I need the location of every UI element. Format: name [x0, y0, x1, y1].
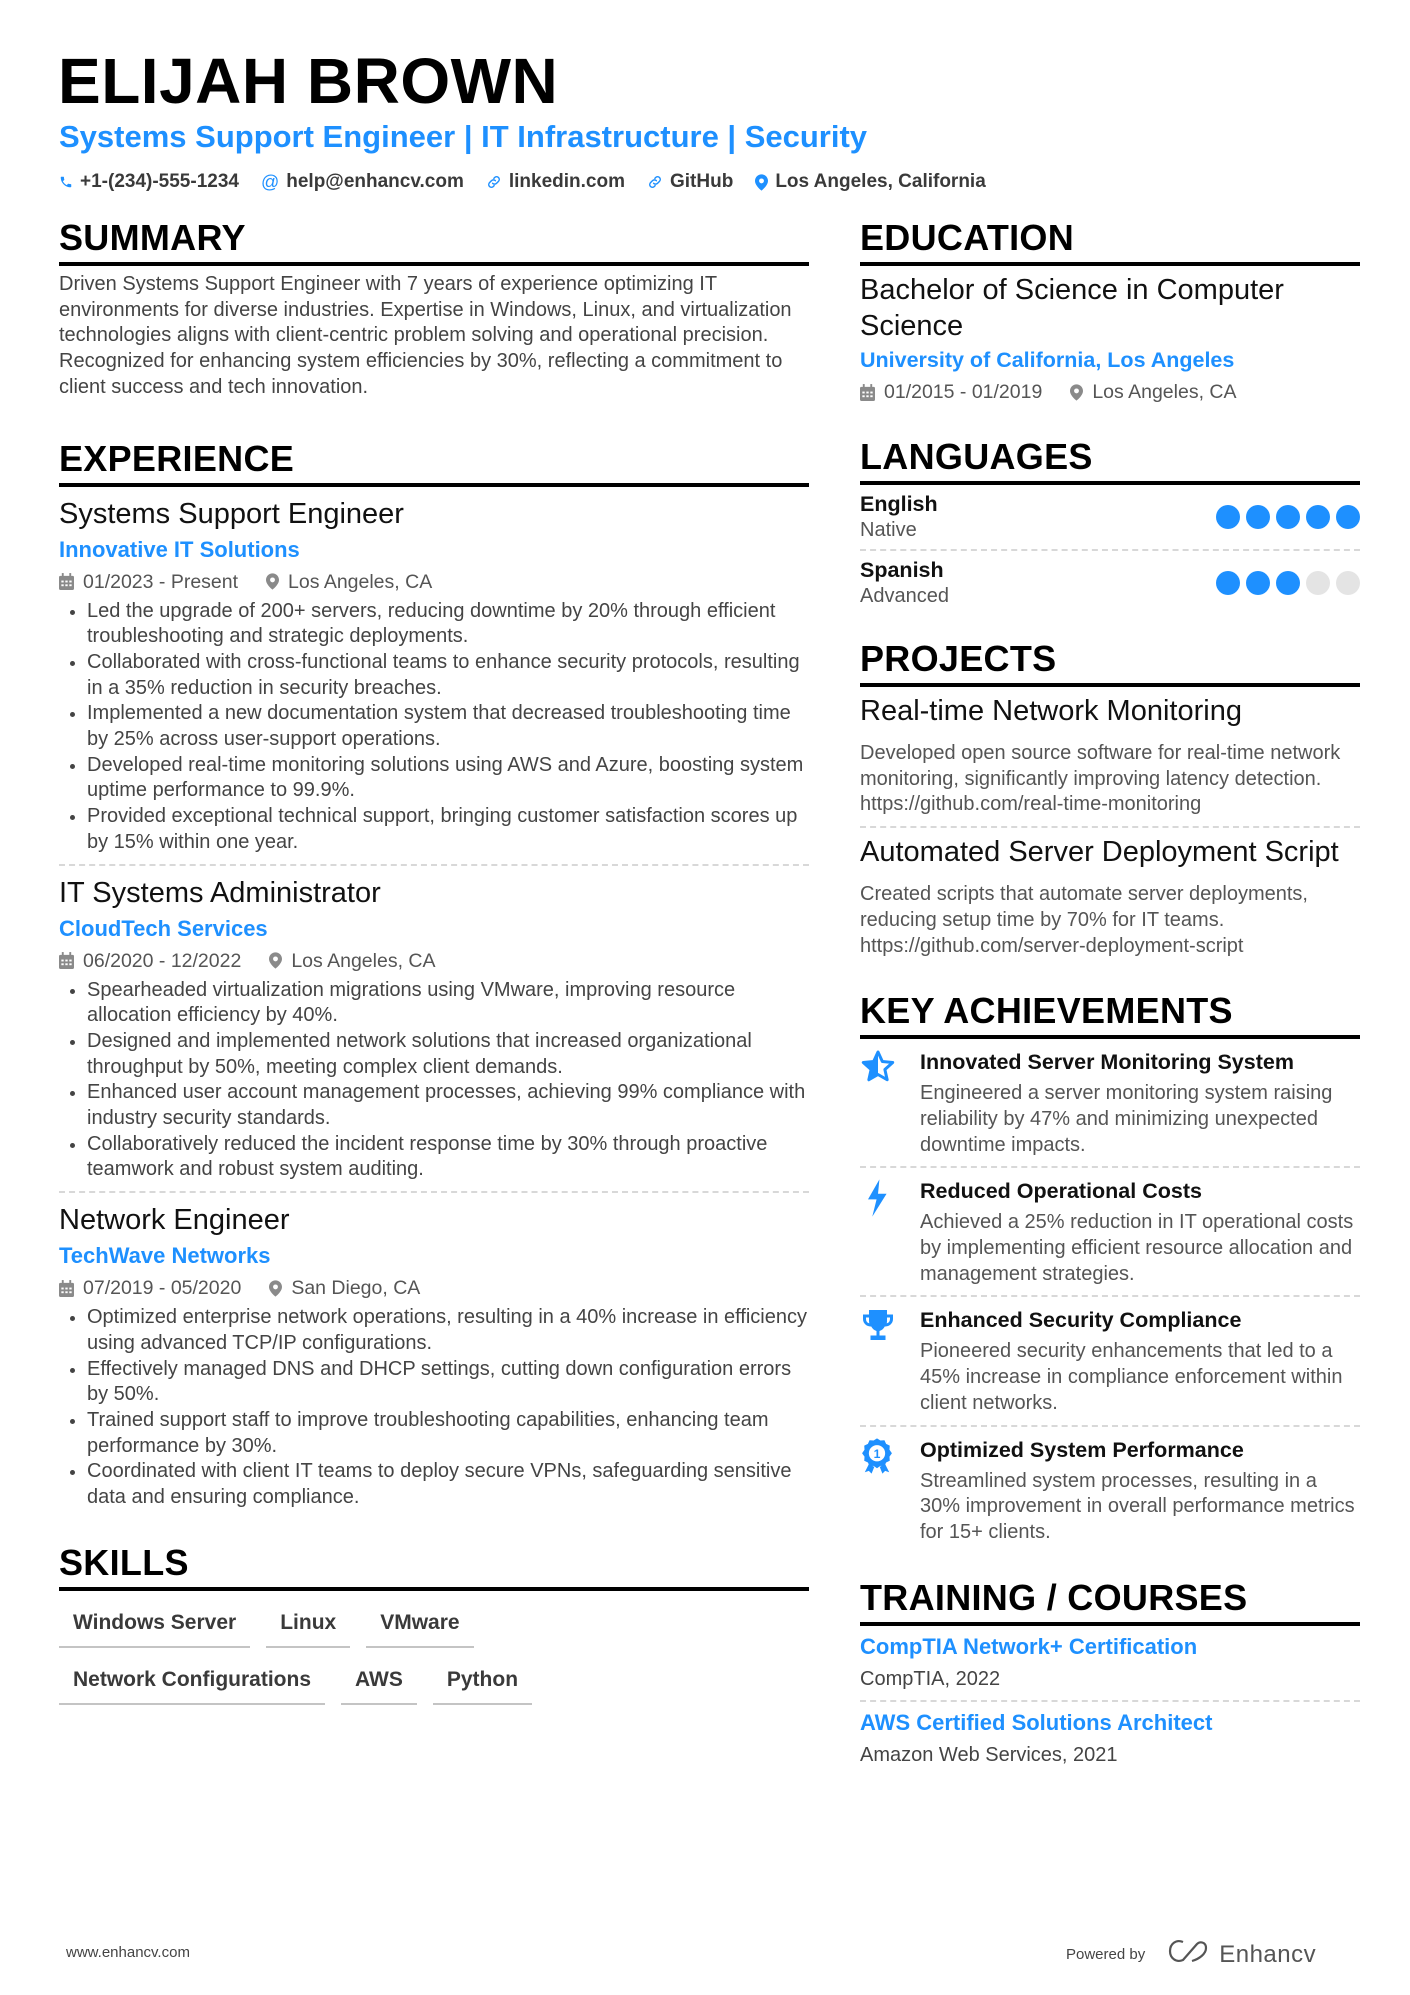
enhancv-logo-text: Enhancv [1219, 1940, 1317, 1968]
contact-linkedin[interactable] [486, 169, 625, 195]
contact-location [755, 169, 985, 195]
job-title: IT Systems Administrator [59, 876, 381, 909]
section-title-skills: SKILLS [59, 1541, 809, 1591]
rating-dot-filled [1276, 505, 1300, 529]
education-meta [860, 377, 1360, 407]
job-location [269, 1273, 420, 1303]
rating-dot-empty [1336, 571, 1360, 595]
candidate-name: ELIJAH BROWN [58, 45, 559, 117]
project-item [860, 687, 1360, 828]
contact-linkedin-text: linkedin.com [508, 171, 625, 192]
education-dates-text: 01/2015 - 01/2019 [884, 381, 1043, 403]
summary-section [59, 216, 809, 401]
education-section [860, 216, 1360, 407]
star-icon [860, 1047, 920, 1158]
location-pin-icon [269, 952, 282, 969]
rating-dot-filled [1216, 505, 1240, 529]
language-item [860, 551, 1360, 615]
language-rating [1216, 571, 1360, 595]
lightning-bolt-icon [860, 1176, 920, 1287]
job-company: TechWave Networks [59, 1243, 271, 1269]
skill-tag: AWS [341, 1662, 417, 1705]
footer-branding [1066, 1938, 1316, 1971]
bullet-item: Collaborated with cross-functional teams to enhance security protocols, resulting in a 35% reduction in security breaches. [59, 650, 809, 701]
course-title: AWS Certified Solutions Architect [860, 1709, 1213, 1735]
course-item [860, 1626, 1360, 1702]
job-meta [59, 946, 809, 976]
achievement-description: Achieved a 25% reduction in IT operational costs by implementing efficient resource allocation and management strategies. [920, 1211, 1354, 1285]
trophy-icon [860, 1305, 920, 1416]
achievement-description: Pioneered security enhancements that led to a 45% increase in compliance enforcement within client networks. [920, 1340, 1343, 1414]
award-ribbon-icon [860, 1435, 920, 1546]
achievement-title: Optimized System Performance [920, 1437, 1244, 1462]
experience-section [59, 437, 809, 1519]
footer-website[interactable]: www.enhancv.com [66, 1944, 190, 1961]
contact-email[interactable] [261, 169, 464, 195]
achievement-item [860, 1168, 1360, 1297]
calendar-icon [860, 384, 875, 401]
achievements-section [860, 989, 1360, 1553]
bullet-item: Provided exceptional technical support, bringing customer satisfaction scores up by 15% within one year. [59, 804, 809, 855]
location-pin-icon [269, 1280, 282, 1297]
right-column [860, 216, 1360, 1798]
job-dates [59, 567, 238, 597]
contact-github[interactable] [647, 169, 733, 195]
rating-dot-empty [1306, 571, 1330, 595]
link-icon [647, 174, 663, 190]
calendar-icon [59, 573, 74, 590]
course-item [860, 1702, 1360, 1776]
course-title: CompTIA Network+ Certification [860, 1633, 1198, 1659]
contact-email-text: help@enhancv.com [286, 171, 464, 192]
section-title-experience: EXPERIENCE [59, 437, 809, 487]
job-bullets [59, 978, 809, 1184]
education-dates [860, 377, 1042, 407]
summary-text: Driven Systems Support Engineer with 7 years of experience optimizing IT environments for diverse industries. Expertise in Windows, Linux, and virtualization technologies aligns with client-centric problem solving and operational precision. Recognized for enhancing system efficiencies by 30%, reflecting a commitment to client success and tech innovation. [59, 273, 792, 398]
skills-section [59, 1541, 809, 1705]
education-school: University of California, Los Angeles [860, 348, 1235, 372]
job-entry [59, 487, 809, 866]
job-dates-text: 01/2023 - Present [83, 570, 239, 593]
job-entry [59, 866, 809, 1194]
job-dates-text: 06/2020 - 12/2022 [83, 949, 242, 972]
contact-bar [59, 169, 986, 195]
enhancv-logo-icon [1167, 1938, 1211, 1971]
rating-dot-filled [1336, 505, 1360, 529]
achievement-title: Reduced Operational Costs [920, 1179, 1202, 1204]
achievement-item [860, 1297, 1360, 1426]
language-name: English [860, 492, 938, 516]
location-pin-icon [1070, 384, 1083, 401]
achievement-description: Engineered a server monitoring system raising reliability by 47% and minimizing unexpected downtime impacts. [920, 1082, 1333, 1156]
calendar-icon [59, 952, 74, 969]
course-provider: Amazon Web Services, 2021 [860, 1743, 1118, 1766]
project-description: Developed open source software for real-time network monitoring, significantly improving latency detection. https://github.com/real-time-monitoring [860, 742, 1341, 816]
project-title: Automated Server Deployment Script [860, 836, 1339, 869]
job-dates [59, 946, 241, 976]
skills-list [59, 1605, 619, 1705]
contact-phone[interactable] [59, 169, 239, 195]
candidate-headline: Systems Support Engineer | IT Infrastructure | Security [59, 119, 868, 154]
education-degree: Bachelor of Science in Computer Science [860, 274, 1284, 342]
rating-dot-filled [1246, 571, 1270, 595]
project-description: Created scripts that automate server deployments, reducing setup time by 70% for IT teams. https://github.com/server-deployment-script [860, 883, 1308, 957]
powered-by-label: Powered by [1066, 1946, 1146, 1963]
section-title-achievements: KEY ACHIEVEMENTS [860, 989, 1360, 1039]
bullet-item: Coordinated with client IT teams to deploy secure VPNs, safeguarding sensitive data and ensuring compliance. [59, 1459, 809, 1510]
course-provider: CompTIA, 2022 [860, 1667, 1001, 1690]
calendar-icon [59, 1280, 74, 1297]
skill-tag: Python [433, 1662, 532, 1705]
language-item [860, 485, 1360, 551]
job-location-text: San Diego, CA [291, 1277, 421, 1300]
section-title-projects: PROJECTS [860, 637, 1360, 687]
education-location-text: Los Angeles, CA [1092, 381, 1237, 403]
project-title: Real-time Network Monitoring [860, 695, 1242, 727]
language-level: Advanced [860, 585, 949, 607]
skill-tag: Linux [266, 1605, 350, 1648]
bullet-item: Developed real-time monitoring solutions using AWS and Azure, boosting system uptime performance to 99.9%. [59, 753, 809, 804]
at-icon: @ [260, 172, 280, 192]
section-title-education: EDUCATION [860, 216, 1360, 266]
job-location [269, 946, 435, 976]
achievement-title: Innovated Server Monitoring System [920, 1050, 1294, 1075]
job-location [266, 567, 432, 597]
job-meta [59, 1273, 809, 1303]
link-icon [486, 174, 502, 190]
section-title-languages: LANGUAGES [860, 435, 1360, 485]
achievement-title: Enhanced Security Compliance [920, 1308, 1242, 1333]
rating-dot-filled [1216, 571, 1240, 595]
language-name: Spanish [860, 558, 944, 582]
bullet-item: Spearheaded virtualization migrations using VMware, improving resource allocation efficiency by 40%. [59, 978, 809, 1029]
contact-location-text: Los Angeles, California [775, 171, 986, 192]
rating-dot-filled [1276, 571, 1300, 595]
rating-dot-filled [1306, 505, 1330, 529]
skill-tag: Windows Server [59, 1605, 250, 1648]
job-title: Systems Support Engineer [59, 497, 404, 530]
job-location-text: Los Angeles, CA [291, 949, 436, 972]
bullet-item: Led the upgrade of 200+ servers, reducing downtime by 20% through efficient troubleshooting and strategic deployments. [59, 599, 809, 650]
job-location-text: Los Angeles, CA [288, 570, 433, 593]
training-section [860, 1576, 1360, 1776]
bullet-item: Implemented a new documentation system that decreased troubleshooting time by 25% across user-support operations. [59, 701, 809, 752]
job-bullets [59, 599, 809, 856]
project-item [860, 828, 1360, 967]
projects-section [860, 637, 1360, 967]
job-company: Innovative IT Solutions [59, 536, 300, 562]
bullet-item: Collaboratively reduced the incident response time by 30% through proactive teamwork and robust system auditing. [59, 1132, 809, 1183]
location-pin-icon [755, 174, 768, 191]
contact-github-text: GitHub [670, 171, 734, 192]
education-location [1070, 377, 1236, 407]
languages-section [860, 435, 1360, 615]
language-level: Native [860, 519, 917, 541]
bullet-item: Optimized enterprise network operations, resulting in a 40% increase in efficiency using advanced TCP/IP configurations. [59, 1305, 809, 1356]
bullet-item: Effectively managed DNS and DHCP settings, cutting down configuration errors by 50%. [59, 1357, 809, 1408]
job-dates-text: 07/2019 - 05/2020 [83, 1277, 242, 1300]
job-entry [59, 1193, 809, 1519]
achievement-item [860, 1427, 1360, 1554]
job-meta [59, 567, 809, 597]
rating-dot-filled [1246, 505, 1270, 529]
language-rating [1216, 505, 1360, 529]
svg-text:1: 1 [873, 1446, 881, 1461]
job-title: Network Engineer [59, 1204, 290, 1237]
achievement-item [860, 1039, 1360, 1168]
enhancv-logo[interactable] [1167, 1938, 1316, 1971]
left-column [59, 216, 809, 1727]
bullet-item: Designed and implemented network solutions that increased organizational throughput by 50%, meeting complex client demands. [59, 1029, 809, 1080]
location-pin-icon [266, 573, 279, 590]
bullet-item: Trained support staff to improve troubleshooting capabilities, enhancing team performance by 30%. [59, 1408, 809, 1459]
skill-tag: VMware [366, 1605, 473, 1648]
skill-tag: Network Configurations [59, 1662, 325, 1705]
job-dates [59, 1273, 241, 1303]
bullet-item: Enhanced user account management processes, achieving 99% compliance with industry security standards. [59, 1080, 809, 1131]
contact-phone-text: +1-(234)-555-1234 [80, 171, 239, 192]
job-bullets [59, 1305, 809, 1511]
section-title-training: TRAINING / COURSES [860, 1576, 1360, 1626]
phone-icon [59, 174, 73, 190]
achievement-description: Streamlined system processes, resulting in a 30% improvement in overall performance metrics for 15+ clients. [920, 1469, 1355, 1543]
section-title-summary: SUMMARY [59, 216, 809, 266]
job-company: CloudTech Services [59, 915, 268, 941]
